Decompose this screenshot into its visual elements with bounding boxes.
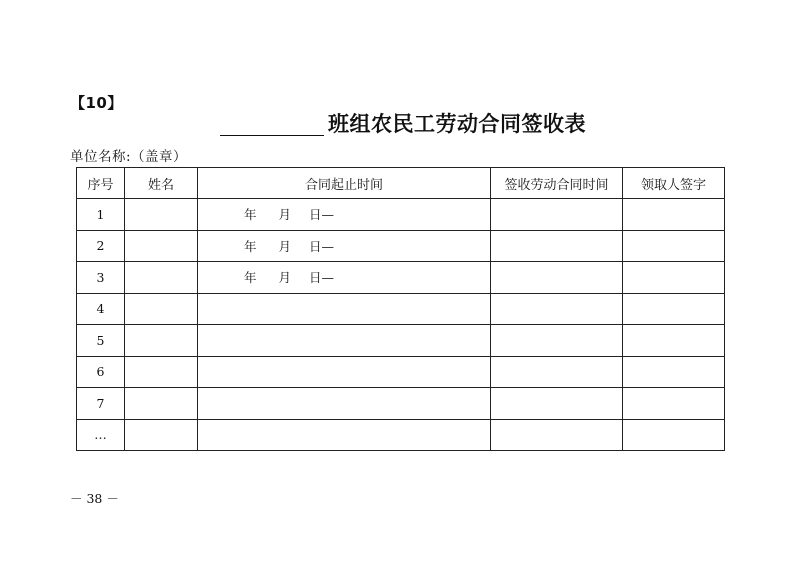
day-label: 日— <box>309 270 335 286</box>
receipt-time-cell[interactable] <box>491 199 623 231</box>
date-template <box>244 237 334 255</box>
name-cell[interactable] <box>125 356 198 388</box>
row-index: 4 <box>77 293 125 325</box>
name-cell[interactable] <box>125 419 198 451</box>
table-row <box>77 262 725 294</box>
receipt-time-cell[interactable] <box>491 388 623 420</box>
receipt-time-cell[interactable] <box>491 419 623 451</box>
header-index: 序号 <box>77 168 125 199</box>
contract-receipt-table <box>76 167 725 451</box>
receipt-time-cell[interactable] <box>491 262 623 294</box>
receipt-time-cell[interactable] <box>491 293 623 325</box>
month-label: 月 <box>278 238 292 254</box>
table-row <box>77 419 725 451</box>
signature-cell[interactable] <box>623 293 725 325</box>
name-cell[interactable] <box>125 199 198 231</box>
year-label: 年 <box>244 270 257 286</box>
contract-period-cell[interactable] <box>198 325 491 357</box>
date-template <box>244 205 334 223</box>
table-row <box>77 356 725 388</box>
name-cell[interactable] <box>125 325 198 357</box>
table-row <box>77 230 725 262</box>
row-index: 3 <box>77 262 125 294</box>
row-index: 2 <box>77 230 125 262</box>
signature-cell[interactable] <box>623 419 725 451</box>
table-row <box>77 325 725 357</box>
row-index: 7 <box>77 388 125 420</box>
contract-period-cell[interactable] <box>198 419 491 451</box>
table-row <box>77 293 725 325</box>
unit-name-label: 单位名称:（盖章） <box>70 149 188 165</box>
header-receipt-time: 签收劳动合同时间 <box>491 168 623 199</box>
row-index: 5 <box>77 325 125 357</box>
signature-cell[interactable] <box>623 262 725 294</box>
contract-period-cell[interactable] <box>198 293 491 325</box>
year-label: 年 <box>244 238 257 254</box>
name-cell[interactable] <box>125 293 198 325</box>
contract-period-cell[interactable] <box>198 199 491 231</box>
contract-period-cell[interactable] <box>198 356 491 388</box>
signature-cell[interactable] <box>623 388 725 420</box>
signature-cell[interactable] <box>623 356 725 388</box>
form-number: 【10】 <box>70 94 123 112</box>
signature-cell[interactable] <box>623 325 725 357</box>
contract-period-cell[interactable] <box>198 230 491 262</box>
name-cell[interactable] <box>125 230 198 262</box>
row-index: 1 <box>77 199 125 231</box>
day-label: 日— <box>309 238 335 254</box>
contract-period-cell[interactable] <box>198 262 491 294</box>
receipt-time-cell[interactable] <box>491 356 623 388</box>
month-label: 月 <box>278 270 292 286</box>
signature-cell[interactable] <box>623 230 725 262</box>
row-index: … <box>77 419 125 451</box>
page-title: 班组农民工劳动合同签收表 <box>328 112 586 136</box>
table-header-row <box>77 168 725 199</box>
signature-cell[interactable] <box>623 199 725 231</box>
month-label: 月 <box>278 207 292 223</box>
row-index: 6 <box>77 356 125 388</box>
header-contract-period: 合同起止时间 <box>198 168 491 199</box>
name-cell[interactable] <box>125 388 198 420</box>
receipt-time-cell[interactable] <box>491 325 623 357</box>
table-row <box>77 199 725 231</box>
contract-period-cell[interactable] <box>198 388 491 420</box>
day-label: 日— <box>309 207 335 223</box>
title-blank-underline <box>220 113 324 136</box>
page-number: － 38 － <box>70 491 119 506</box>
title-line <box>220 112 586 136</box>
date-template <box>244 268 334 286</box>
header-signature: 领取人签字 <box>623 168 725 199</box>
name-cell[interactable] <box>125 262 198 294</box>
receipt-time-cell[interactable] <box>491 230 623 262</box>
year-label: 年 <box>244 207 257 223</box>
header-name: 姓名 <box>125 168 198 199</box>
table-row <box>77 388 725 420</box>
